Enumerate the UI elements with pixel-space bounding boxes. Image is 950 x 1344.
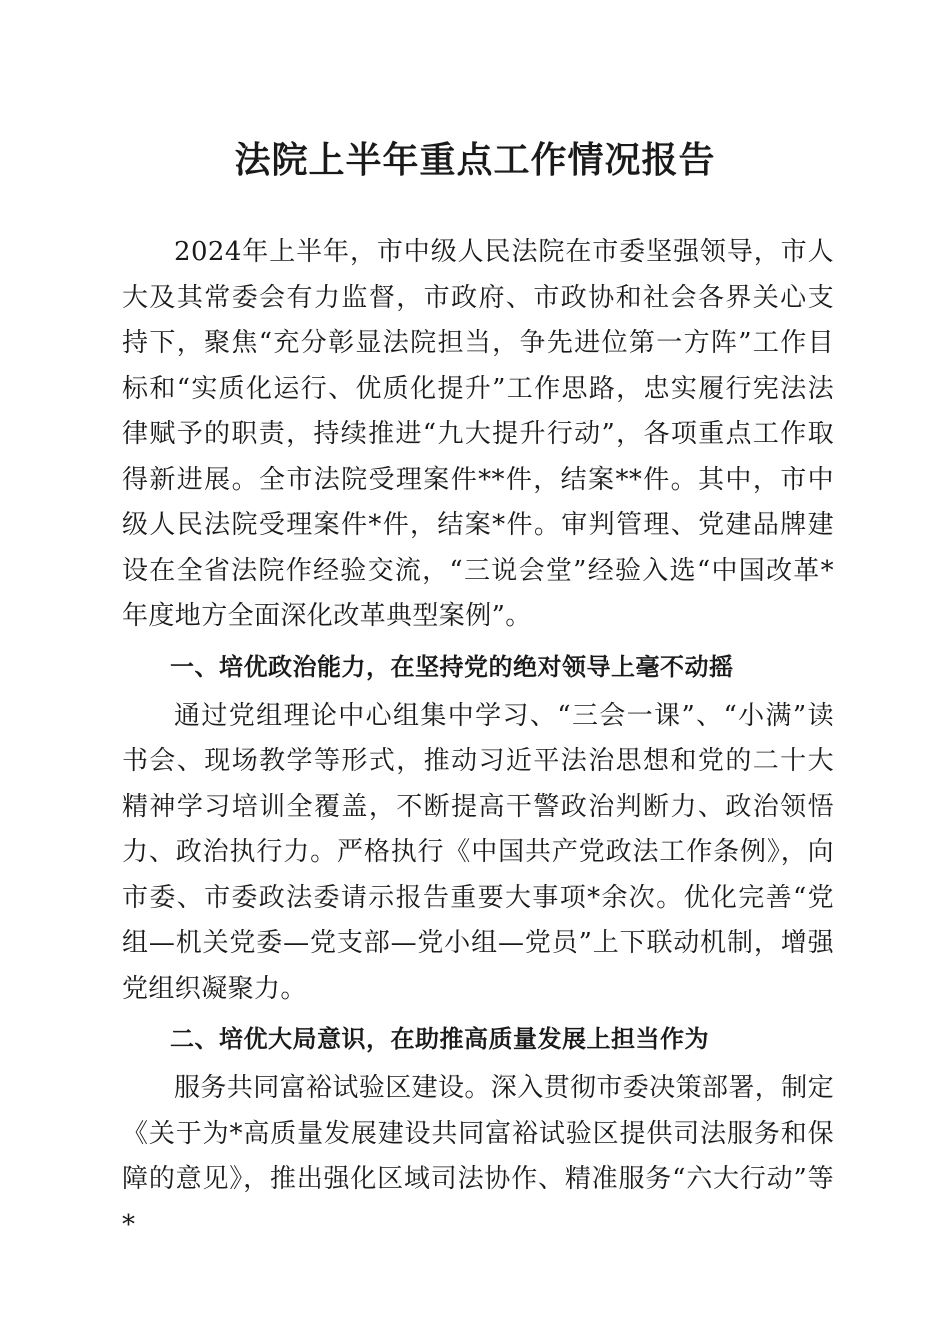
- document-body: [122, 230, 834, 1248]
- section-1-paragraph: 通过党组理论中心组集中学习、“三会一课”、“小满”读书会、现场教学等形式，推动习近平法治思想和党的二十大精神学习培训全覆盖，不断提高干警政治判断力、政治领悟力、政治执行力。严格执行《中国共产党政法工作条例》，向市委、市委政法委请示报告重要大事项*余次。优化完善“党组—机关党委—党支部—党小组—党员”上下联动机制，增强党组织凝聚力。: [122, 700, 834, 1004]
- document-title: 法院上半年重点工作情况报告: [234, 139, 716, 181]
- section-2-heading: 二、培优大局意识，在助推高质量发展上担当作为: [170, 1025, 709, 1053]
- intro-paragraph: 2024年上半年，市中级人民法院在市委坚强领导，市人大及其常委会有力监督，市政府、市政协和社会各界关心支持下，聚焦“充分彰显法院担当，争先进位第一方阵”工作目标和“实质化运行、优质化提升”工作思路，忠实履行宪法法律赋予的职责，持续推进“九大提升行动”，各项重点工作取得新进展。全市法院受理案件**件，结案**件。其中，市中级人民法院受理案件*件，结案*件。审判管理、党建品牌建设在全省法院作经验交流，“三说会堂”经验入选“中国改革*年度地方全面深化改革典型案例”。: [122, 237, 834, 631]
- section-2-paragraph: 服务共同富裕试验区建设。深入贯彻市委决策部署，制定《关于为*高质量发展建设共同富裕试验区提供司法服务和保障的意见》，推出强化区域司法协作、精准服务“六大行动”等*: [122, 1073, 835, 1240]
- section-1-heading: 一、培优政治能力，在坚持党的绝对领导上毫不动摇: [170, 652, 734, 681]
